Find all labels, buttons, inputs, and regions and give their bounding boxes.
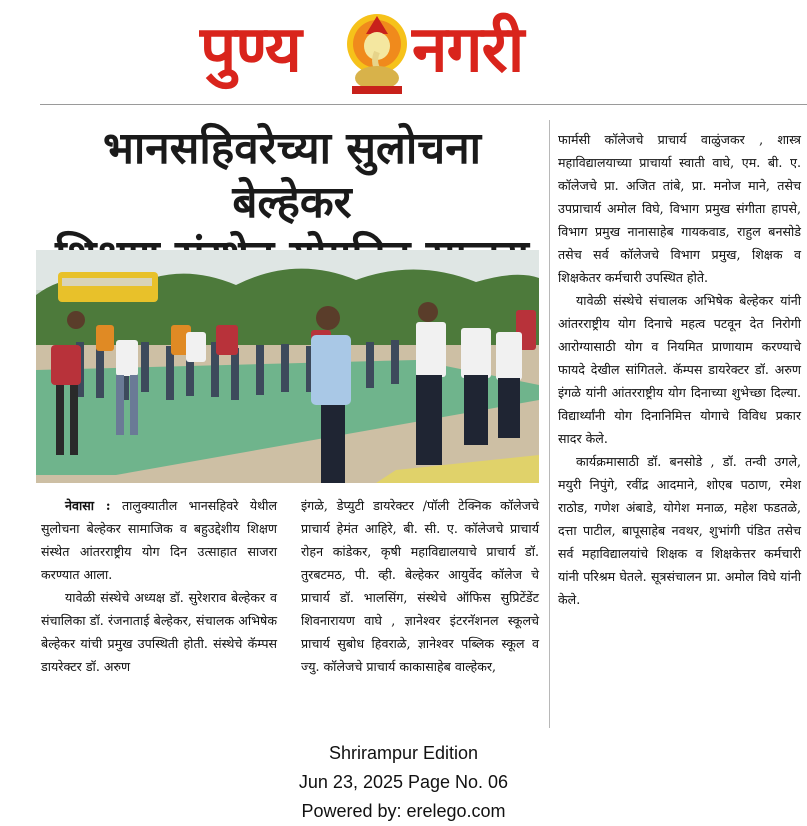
footer-date-page: Jun 23, 2025 Page No. 06 (298, 772, 509, 792)
col1-paragraph-1: तालुक्यातील भानसहिवरे येथील सुलोचना बेल्हेकर सामाजिक व बहुउद्देशीय शिक्षण संस्थेत आंतरराष्ट्रीय योग दिन उत्साहात साजरा करण्यात आला. (41, 498, 277, 582)
col1-paragraph-2: यावेळी संस्थेचे अध्यक्ष डॉ. सुरेशराव बेल्हेकर व संचालिका डॉ. रंजनाताई बेल्हेकर, संचालक अभिषेक बेल्हेकर यांची प्रमुख उपस्थिती होती. संस्थेचे कॅम्पस डायरेक्टर डॉ. अरुण (41, 590, 277, 674)
col3-paragraph-3: कार्यक्रमासाठी डॉ. बनसोडे , डॉ. तन्वी उगले, मयुरी निपुंगे, रवींद्र आदमाने, शोएब पठाण, रमेश राठोड, गणेश अंबाडे, योगेश मनाळ, महेश फडतळे, दत्ता पाटील, बापूसाहेब नवथर, शुभांगी पंडित तसेच सर्व महाविद्यालयांचे शिक्षक व शिक्षकेत्तर कर्मचारी यांनी परिश्रम घेतले. सूत्रसंचालन प्रा. अमोल विघे यांनी केले. (558, 454, 801, 607)
column-divider (549, 120, 550, 728)
headline-line-1: भानसहिवरेच्या सुलोचना बेल्हेकर (102, 123, 482, 228)
footer-edition: Shrirampur Edition (328, 743, 479, 763)
ganesha-logo-icon (344, 4, 410, 96)
article-column-1 (41, 494, 277, 678)
masthead-right-word: नगरी (412, 13, 524, 87)
article-column-2 (301, 494, 539, 678)
footer-powered-by-link[interactable]: Powered by: erelego.com (301, 801, 506, 821)
col2-paragraph-1: इंगळे, डेप्युटी डायरेक्टर /पॉली टेक्निक कॉलेजचे प्राचार्य हेमंत आहिरे, बी. सी. ए. कॉलेजचे प्राचार्य रोहन कांडेकर, कृषी महाविद्यालयाचे प्राचार्य डॉ. तुरबटमठ, पी. व्ही. बेल्हेकर आयुर्वेद कॉलेज चे प्राचार्य डॉ. भालसिंग, संस्थेचे ऑफिस सुप्रिटेंडेंट शिवनारायण वाघे , ज्ञानेश्वर इंटरनॅशनल स्कूलचे प्राचार्य सुबोध हिवराळे, ज्ञानेश्वर पब्लिक स्कूल व ज्यु. कॉलेजचे प्राचार्य काकासाहेब वाल्हेकर, (301, 498, 539, 674)
col3-paragraph-2: यावेळी संस्थेचे संचालक अभिषेक बेल्हेकर यांनी आंतरराष्ट्रीय योग दिनाचे महत्व पटवून देत निरोगी आरोग्यासाठी योग व नियमित प्राणायाम करण्याचे फायदे देखील सांगितले. कॅम्पस डायरेक्टर डॉ. अरुण इंगळे यांनी आंतरराष्ट्रीय योग दिनाच्या शुभेच्छा दिल्या. विद्यार्थ्यांनी योग दिनानिमित्त योगाचे विविध प्रकार सादर केले. (558, 293, 801, 446)
masthead-left-word: पुण्य (200, 13, 301, 87)
masthead (0, 0, 807, 104)
students-doing-yoga-photo (36, 250, 539, 483)
col3-paragraph-1: फार्मसी कॉलेजचे प्राचार्य वाळुंजकर , शास्त्र महाविद्यालयाच्या प्राचार्या स्वाती वाघे, एम. बी. ए. कॉलेजचे प्रा. अजित तांबे, प्रा. मनोज माने, तसेच उपप्राचार्य अमोल विघे, विभाग प्रमुख संगीता हापसे, विभाग प्रमुख नानासाहेब गायकवाड, राहुल बनसोडे तसेच सर्व कॉलेजचे विभाग प्रमुख, शिक्षक व शिक्षकेतर कर्मचारी उपस्थित होते. (558, 132, 801, 285)
article-dateline: नेवासा : (65, 498, 111, 513)
article-column-3 (558, 128, 801, 611)
masthead-rule (40, 104, 807, 105)
